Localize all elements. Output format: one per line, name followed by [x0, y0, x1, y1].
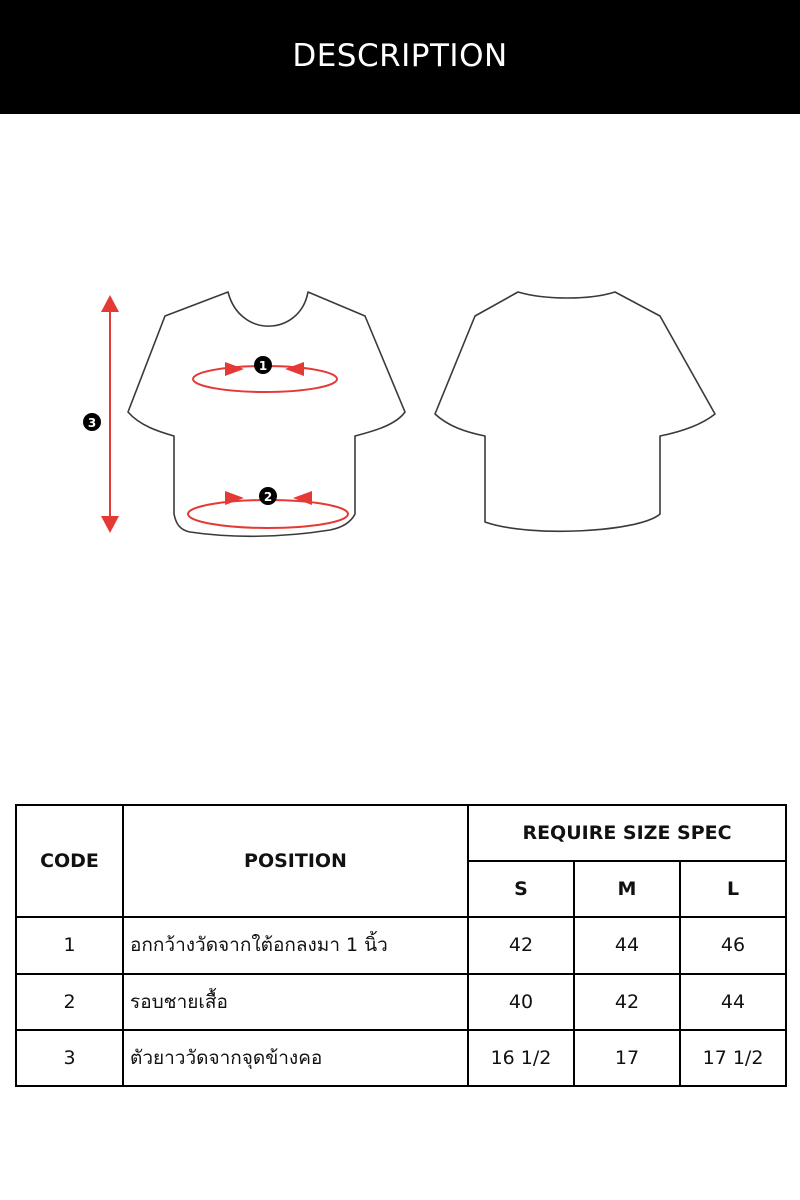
size-spec-header: REQUIRE SIZE SPEC — [468, 805, 786, 861]
hem-arrow-left — [225, 491, 244, 505]
row-size-l: 46 — [680, 917, 786, 973]
row-position: รอบชายเสื้อ — [123, 974, 468, 1030]
chest-arrow-left — [225, 362, 244, 376]
table-row — [16, 917, 786, 973]
row-size-s: 16 1/2 — [468, 1030, 574, 1086]
row-size-m: 17 — [574, 1030, 680, 1086]
row-position: อกกว้างวัดจากใต้อกลงมา 1 นิ้ว — [123, 917, 468, 973]
length-arrow-bottom — [101, 516, 119, 533]
shirt-back-outline — [435, 292, 715, 531]
hem-arrow-right — [293, 491, 312, 505]
length-arrow-top — [101, 295, 119, 312]
size-spec-table — [15, 804, 787, 1087]
row-size-s: 40 — [468, 974, 574, 1030]
row-size-m: 42 — [574, 974, 680, 1030]
chest-arrow-right — [285, 362, 304, 376]
marker-1-label: 1 — [258, 359, 268, 373]
code-header: CODE — [16, 805, 123, 917]
row-size-l: 44 — [680, 974, 786, 1030]
row-position: ตัวยาววัดจากจุดข้างคอ — [123, 1030, 468, 1086]
size-l-header: L — [680, 861, 786, 917]
table-row — [16, 974, 786, 1030]
row-size-l: 17 1/2 — [680, 1030, 786, 1086]
size-m-header: M — [574, 861, 680, 917]
row-code: 3 — [16, 1030, 123, 1086]
table-row — [16, 1030, 786, 1086]
row-size-s: 42 — [468, 917, 574, 973]
row-size-m: 44 — [574, 917, 680, 973]
size-s-header: S — [468, 861, 574, 917]
marker-2-label: 2 — [263, 490, 273, 504]
marker-3-label: 3 — [87, 416, 97, 430]
row-code: 1 — [16, 917, 123, 973]
garment-diagram — [0, 114, 800, 674]
header-bar — [0, 0, 800, 114]
row-code: 2 — [16, 974, 123, 1030]
position-header: POSITION — [123, 805, 468, 917]
page-title: DESCRIPTION — [292, 38, 508, 74]
